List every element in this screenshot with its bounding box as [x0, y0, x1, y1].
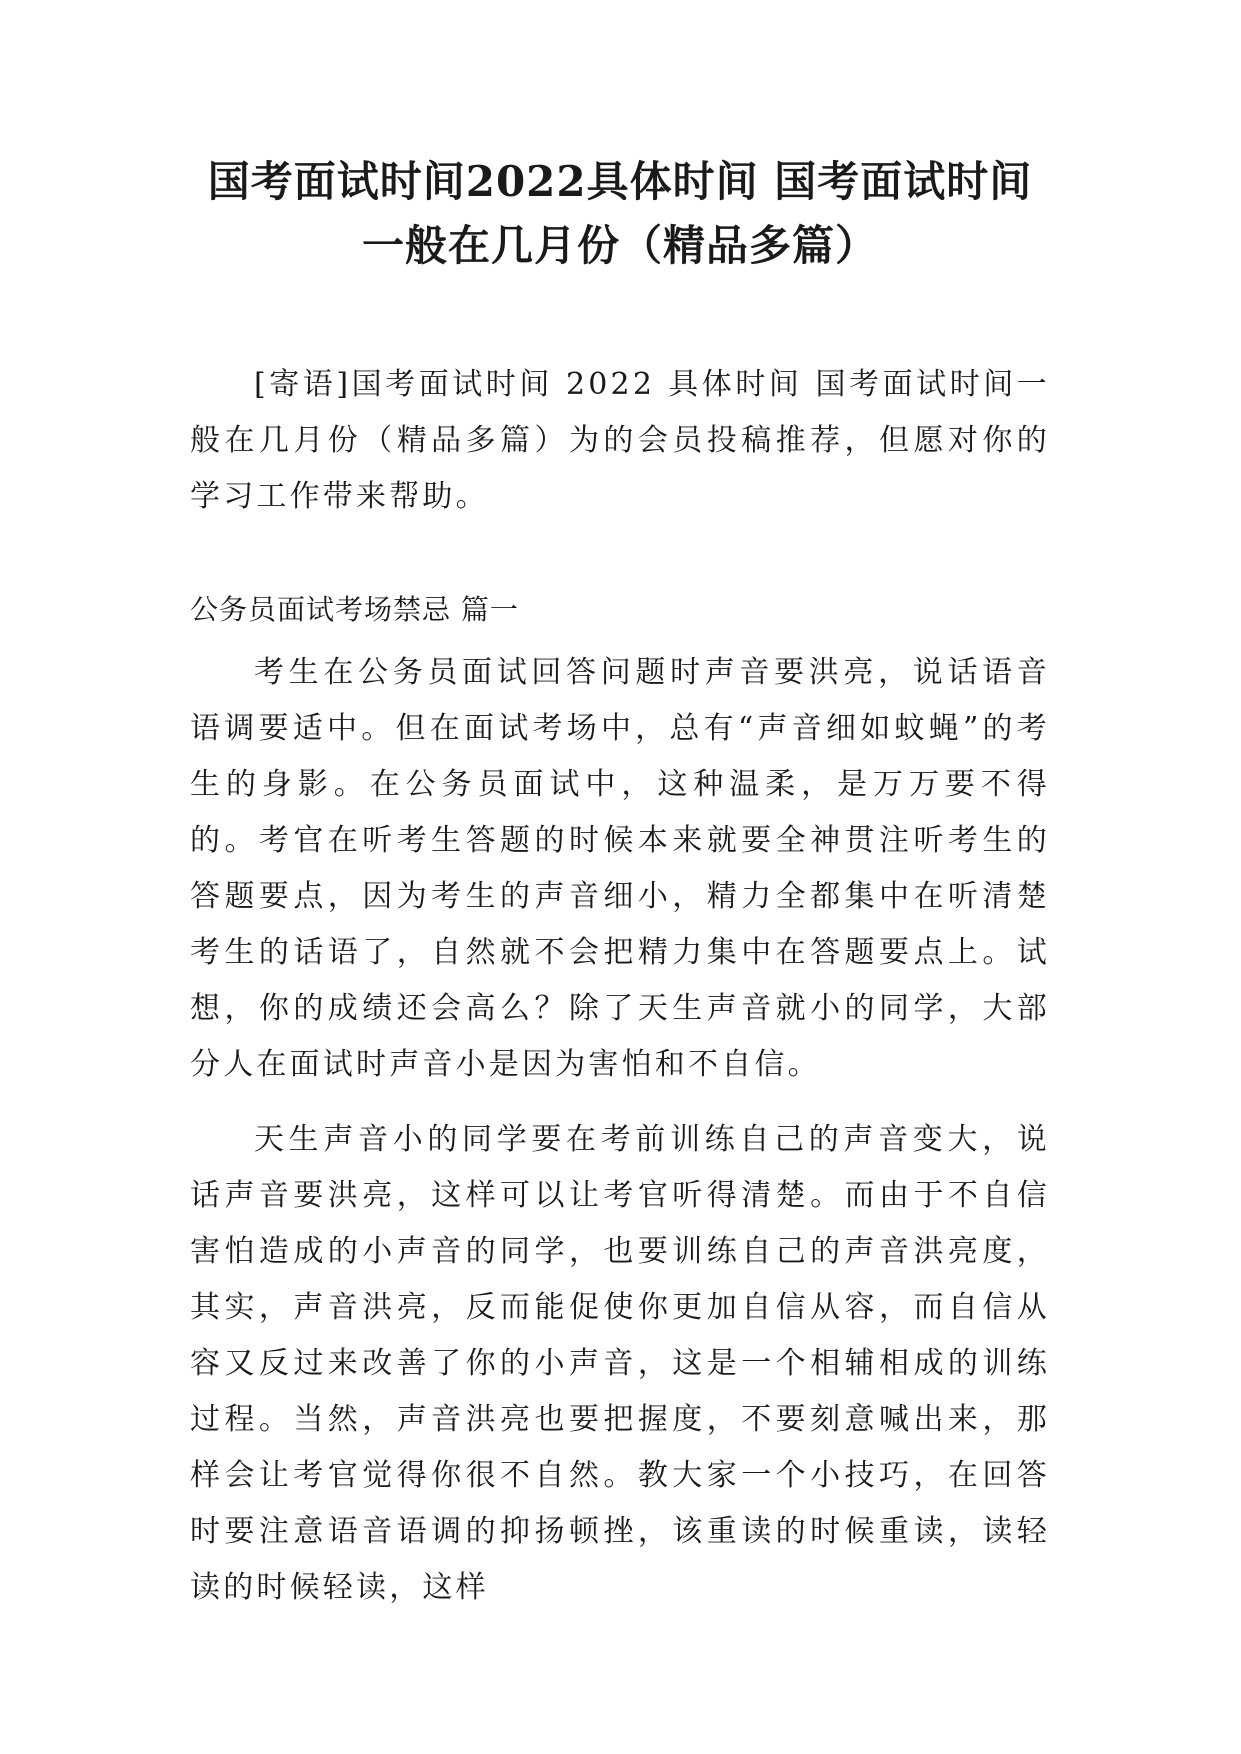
body-paragraph-1: 考生在公务员面试回答问题时声音要洪亮，说话语音语调要适中。但在面试考场中，总有“声音细如蚊蝇”的考生的身影。在公务员面试中，这种温柔，是万万要不得的。考官在听考生答题的时候本来就要全神贯注听考生的答题要点，因为考生的声音细小，精力全都集中在听清楚考生的话语了，自然就不会把精力集中在答题要点上。试想，你的成绩还会高么？除了天生声音就小的同学，大部分人在面试时声音小是因为害怕和不自信。: [190, 655, 1050, 1082]
body-paragraph-2: 天生声音小的同学要在考前训练自己的声音变大，说话声音要洪亮，这样可以让考官听得清楚。而由于不自信害怕造成的小声音的同学，也要训练自己的声音洪亮度，其实，声音洪亮，反而能促使你更加自信从容，而自信从容又反过来改善了你的小声音，这是一个相辅相成的训练过程。当然，声音洪亮也要把握度，不要刻意喊出来，那样会让考官觉得你很不自然。教大家一个小技巧，在回答时要注意语音语调的抑扬顿挫，该重读的时候重读，读轻读的时候轻读，这样: [190, 1122, 1050, 1605]
section-heading: 公务员面试考场禁忌 篇一: [190, 593, 519, 626]
document-title: [170, 150, 1070, 278]
document-title-line-1: 国考面试时间2022具体时间 国考面试时间: [207, 157, 1033, 206]
lead-paragraph: [寄语]国考面试时间 2022 具体时间 国考面试时间一般在几月份（精品多篇）为的会员投稿推荐，但愿对你的学习工作带来帮助。: [190, 367, 1050, 514]
document-title-line-2: 一般在几月份（精品多篇）: [361, 221, 878, 270]
